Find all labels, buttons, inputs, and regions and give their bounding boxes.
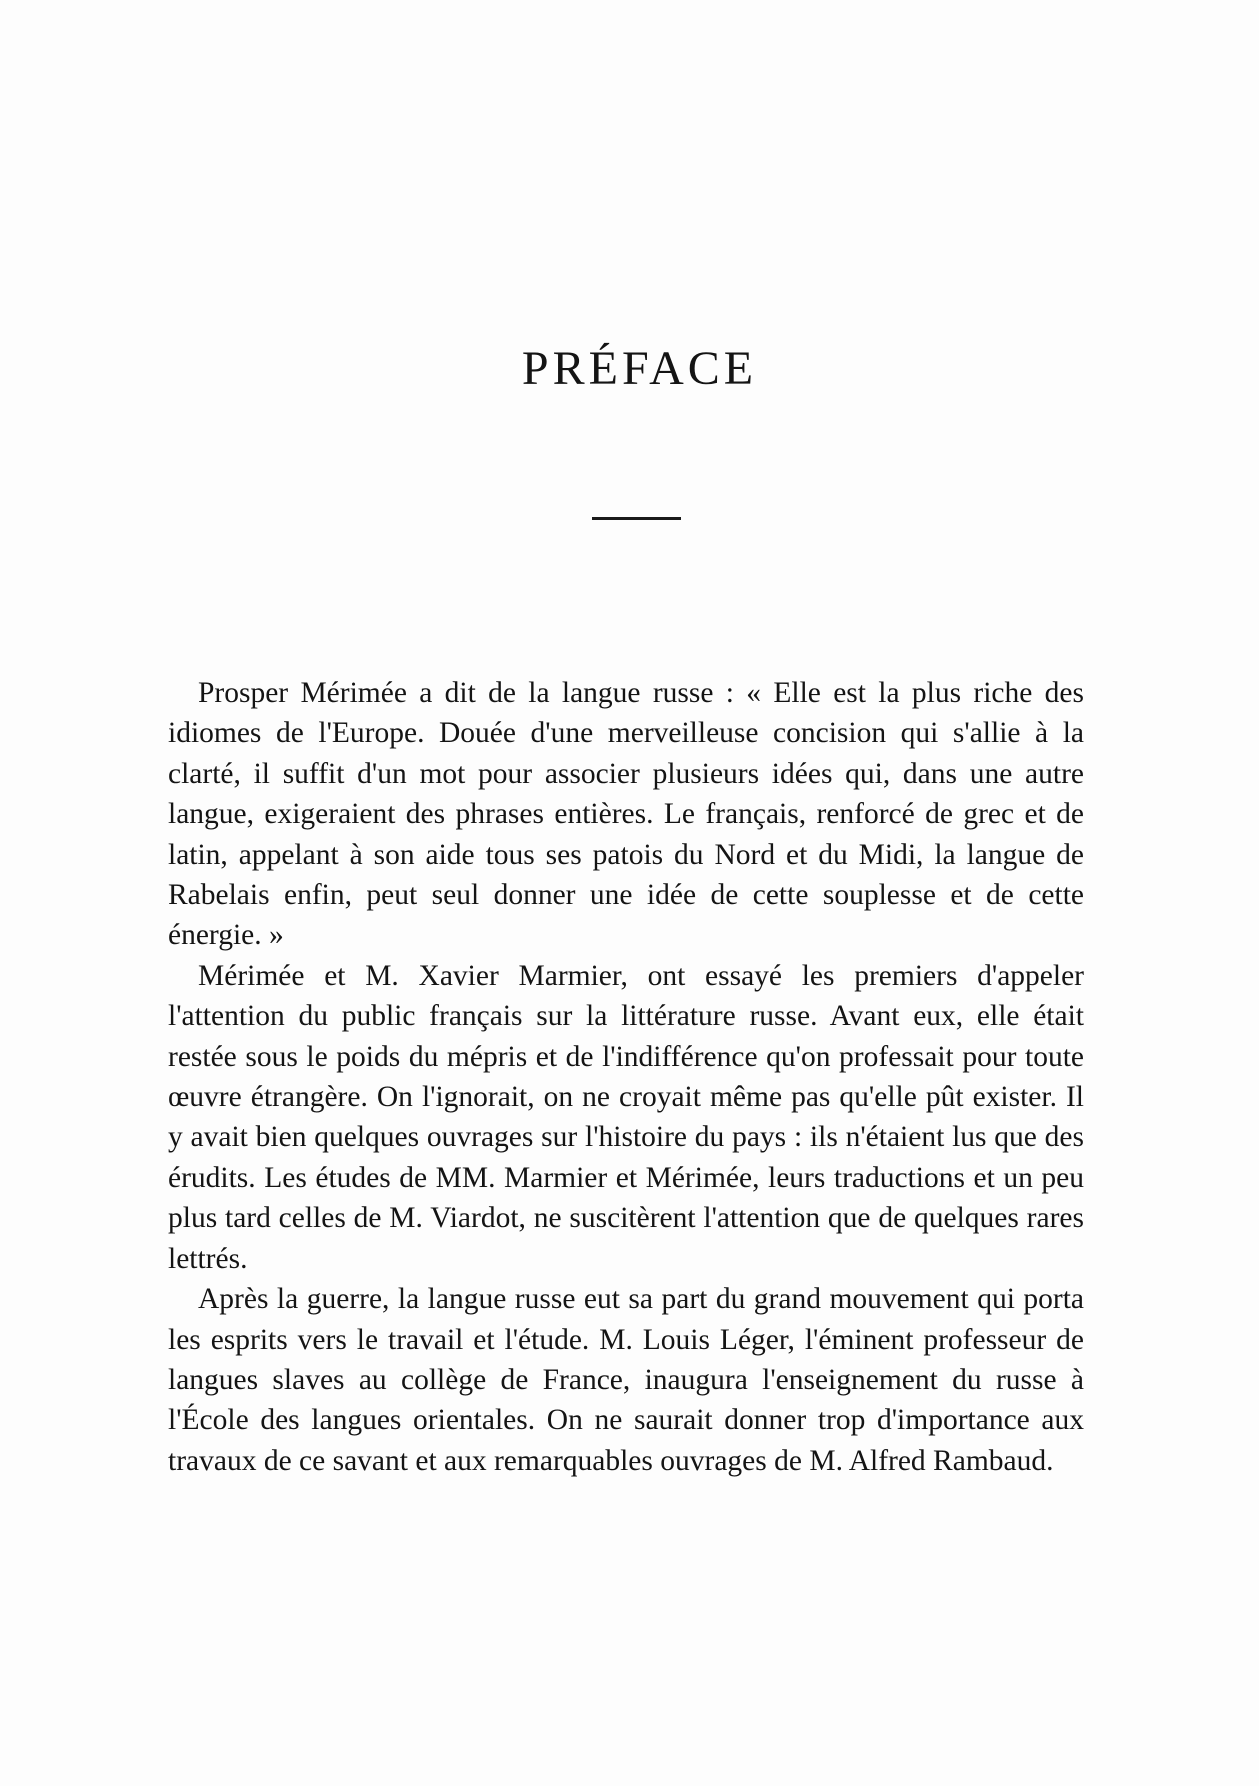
- title-divider: [592, 517, 681, 520]
- paragraph-3: Après la guerre, la langue russe eut sa part du grand mouvement qui porta les esprits vers le travail et l'étude. M. Louis Léger, l'éminent professeur de langues slaves au collège de France, inaugura l'enseignement du russe à l'École des langues orientales. On ne saurait donner trop d'importance aux travaux de ce savant et aux remarquables ouvrages de M. Alfred Rambaud.: [168, 1283, 1084, 1477]
- paragraph-2: Mérimée et M. Xavier Marmier, ont essayé les premiers d'appeler l'attention du public français sur la littérature russe. Avant eux, elle était restée sous le poids du mépris et de l'indifférence qu'on professait pour toute œuvre étrangère. On l'ignorait, on ne croyait même pas qu'elle pût exister. Il y avait bien quelques ouvrages sur l'histoire du pays : ils n'étaient lus que des érudits. Les études de MM. Marmier et Mérimée, leurs traductions et un peu plus tard celles de M. Viardot, ne suscitèrent l'attention que de quelques rares lettrés.: [168, 959, 1084, 1275]
- paragraph-1: Prosper Mérimée a dit de la langue russe : « Elle est la plus riche des idiomes de l'Europe. Douée d'une merveilleuse concision qui s'allie à la clarté, il suffit d'un mot pour associer plusieurs idées qui, dans une autre langue, exigeraient des phrases entières. Le français, renforcé de grec et de latin, appelant à son aide tous ses patois du Nord et du Midi, la langue de Rabelais enfin, peut seul donner une idée de cette souplesse et de cette énergie. »: [168, 677, 1084, 952]
- page-title: PRÉFACE: [521, 342, 758, 395]
- preface-body: [168, 673, 1084, 1481]
